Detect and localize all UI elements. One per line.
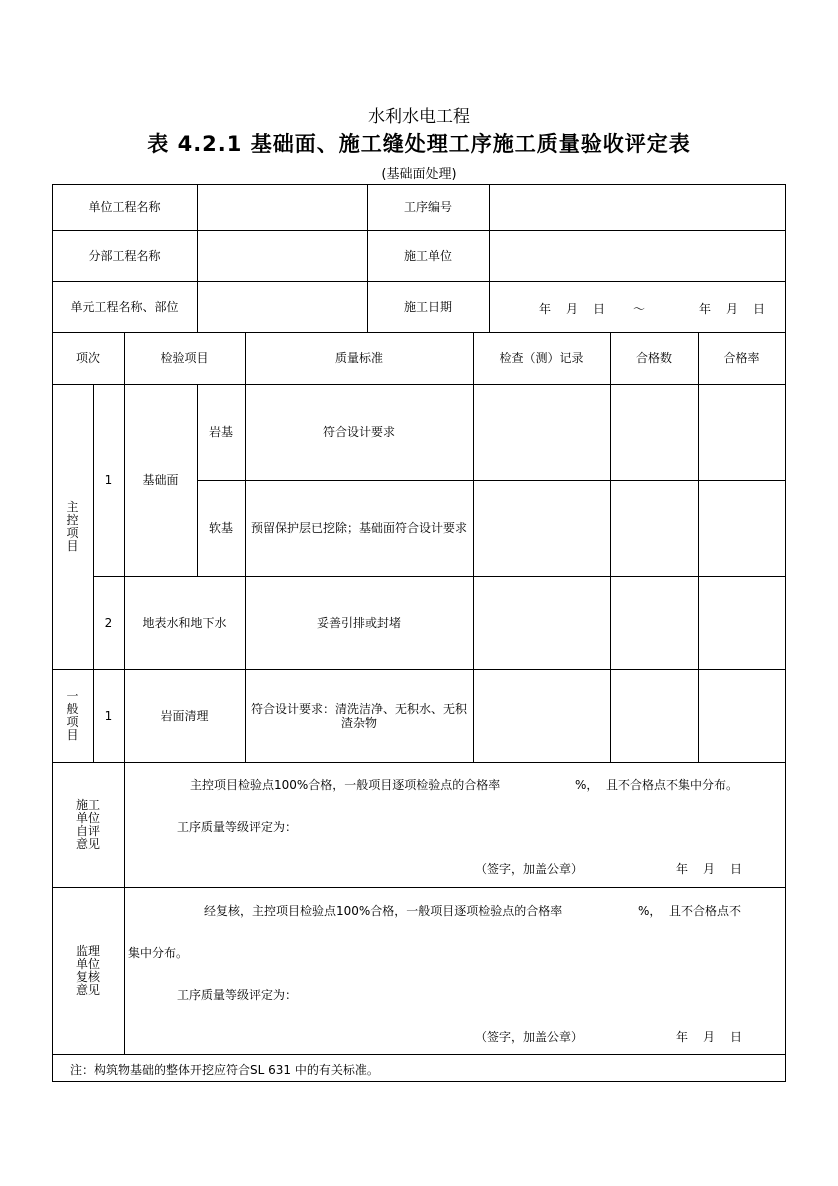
footnote: 注：构筑物基础的整体开挖应符合SL 631 中的有关标准。 xyxy=(70,1063,379,1077)
row-1-sub-soft: 软基 xyxy=(208,521,233,535)
self-eval-month: 月 xyxy=(703,862,716,876)
date-month-2: 月 xyxy=(726,302,739,316)
row-2-no: 2 xyxy=(104,615,113,630)
col-header-item: 检验项目 xyxy=(160,351,209,365)
supervisor-eval-pct: %， xyxy=(638,904,662,918)
col-header-no: 项次 xyxy=(75,351,100,365)
row-2-standard: 妥善引排或封堵 xyxy=(316,615,401,630)
date-month-1: 月 xyxy=(566,302,579,316)
document-subtitle: 水利水电工程 xyxy=(368,107,470,127)
row-3-no: 1 xyxy=(104,708,113,723)
construction-unit-field[interactable] xyxy=(489,230,785,281)
row-2-item: 地表水和地下水 xyxy=(142,615,227,630)
supervisor-eval-line1-end: 且不合格点不 xyxy=(669,904,742,918)
col-header-qualified-count: 合格数 xyxy=(635,351,672,365)
document-title: 表 4.2.1 基础面、施工缝处理工序施工质量验收评定表 xyxy=(147,132,691,156)
process-no-label: 工序编号 xyxy=(403,200,452,214)
supervisor-eval-sign: （签字，加盖公章） xyxy=(475,1030,584,1044)
row-3-item: 岩面清理 xyxy=(160,708,209,723)
date-tilde: ～ xyxy=(633,302,646,316)
sub-project-field[interactable] xyxy=(197,230,367,281)
supervisor-eval-year: 年 xyxy=(676,1030,689,1044)
element-project-field[interactable] xyxy=(197,281,367,332)
date-year-1: 年 xyxy=(539,302,552,316)
general-items-label: 一般项目 xyxy=(66,688,79,742)
construction-date-label: 施工日期 xyxy=(403,299,452,314)
col-header-standard: 质量标准 xyxy=(334,351,383,365)
supervisor-eval-grade: 工序质量等级评定为： xyxy=(177,988,298,1002)
supervisor-eval-line2: 集中分布。 xyxy=(128,946,189,960)
col-header-qualified-rate: 合格率 xyxy=(723,351,760,365)
unit-project-field[interactable] xyxy=(197,184,367,230)
self-eval-pct: %， xyxy=(575,778,599,792)
unit-project-label: 单位工程名称 xyxy=(88,200,161,214)
self-eval-day: 日 xyxy=(730,862,743,876)
element-project-label: 单元工程名称、部位 xyxy=(70,299,179,314)
row-1-standard-soft: 预留保护层已挖除；基础面符合设计要求 xyxy=(250,521,467,535)
supervisor-eval-label: 监理单位复核意见 xyxy=(75,943,100,997)
sub-project-label: 分部工程名称 xyxy=(88,248,161,263)
row-1-item: 基础面 xyxy=(142,473,179,487)
date-year-2: 年 xyxy=(699,302,712,316)
row-1-sub-rock: 岩基 xyxy=(208,425,233,439)
supervisor-eval-month: 月 xyxy=(703,1030,716,1044)
self-eval-label: 施工单位自评意见 xyxy=(75,797,100,851)
process-no-field[interactable] xyxy=(489,184,785,230)
self-eval-line1: 主控项目检验点100%合格，一般项目逐项检验点的合格率 xyxy=(190,778,501,792)
self-eval-grade: 工序质量等级评定为： xyxy=(177,820,298,834)
supervisor-eval-line1: 经复核，主控项目检验点100%合格，一般项目逐项检验点的合格率 xyxy=(204,904,563,918)
main-items-label: 主控项目 xyxy=(66,499,79,553)
self-eval-year: 年 xyxy=(676,862,689,876)
row-1-no: 1 xyxy=(104,473,113,487)
col-header-record: 检查（测）记录 xyxy=(499,351,584,365)
row-3-standard: 符合设计要求：清洗洁净、无积水、无积渣杂物 xyxy=(250,701,467,730)
row-1-standard-rock: 符合设计要求 xyxy=(322,425,395,439)
supervisor-eval-day: 日 xyxy=(730,1030,743,1044)
date-day-2: 日 xyxy=(753,302,766,316)
self-eval-line1-end: 且不合格点不集中分布。 xyxy=(606,778,739,792)
document-subtitle-2: (基础面处理) xyxy=(381,167,457,182)
construction-unit-label: 施工单位 xyxy=(403,248,452,263)
self-eval-sign: （签字，加盖公章） xyxy=(475,862,584,876)
date-day-1: 日 xyxy=(593,302,606,316)
